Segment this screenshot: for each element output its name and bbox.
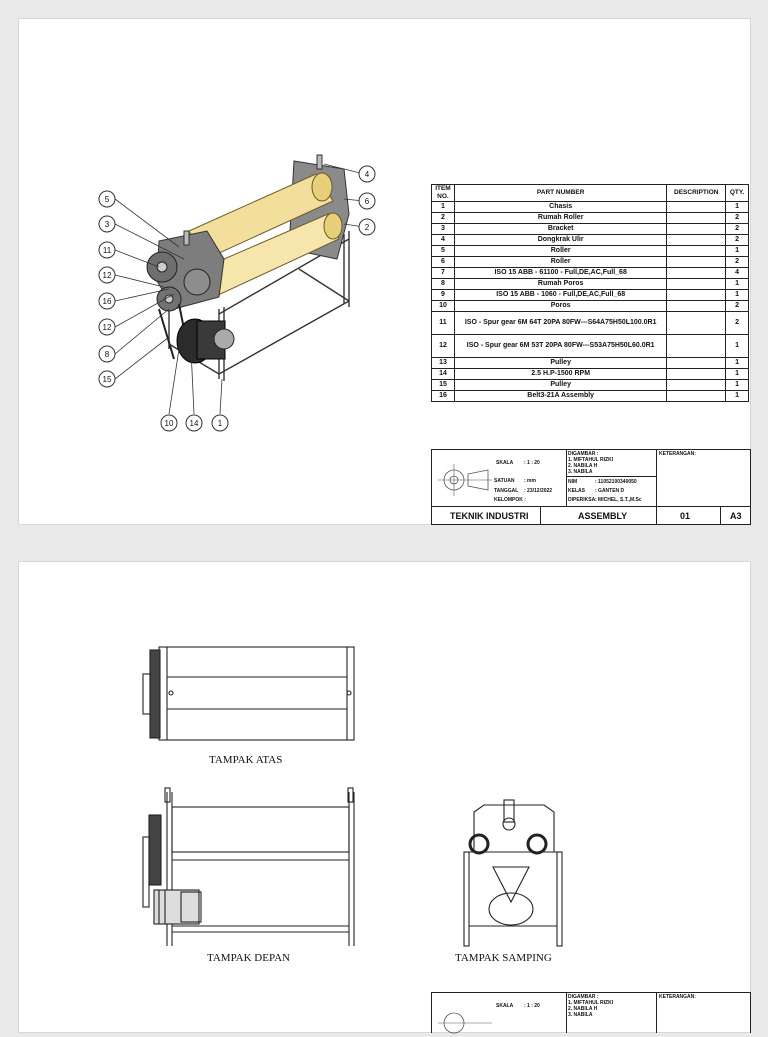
bom-item-no: 3 [432,224,455,235]
projection-symbol-icon [434,997,494,1037]
side-view-label: TAMPAK SAMPING [455,952,552,964]
bom-row [432,301,749,312]
bom-part-number: 2.5 H.P-1500 RPM [454,369,666,380]
drafter-name: 1. MIFTAHUL RIZKI [568,1000,614,1006]
drafter-name: 2. NABILA H [568,463,598,469]
drawing-title: ASSEMBLY [578,511,628,521]
title-block-partial [431,992,751,1033]
bom-item-no: 12 [432,335,455,358]
balloon-label: 12 [102,323,112,332]
balloon-label: 5 [104,195,110,204]
orthographic-views [19,562,750,1032]
balloon-label: 16 [102,297,112,306]
balloon-label: 14 [189,419,199,428]
bom-qty: 1 [726,335,749,358]
bom-qty: 1 [726,391,749,402]
bom-description [667,290,726,301]
bom-item-no: 6 [432,257,455,268]
bom-description [667,380,726,391]
balloon-label: 15 [102,375,112,384]
bom-row [432,369,749,380]
bom-header-desc: DESCRIPTION [667,185,726,202]
title-block [431,449,751,525]
bom-qty: 1 [726,290,749,301]
tanggal-value: : 23/12/2022 [524,488,553,494]
bom-row [432,335,749,358]
bom-row [432,268,749,279]
satuan-label: SATUAN [494,478,515,484]
bom-header-part: PART NUMBER [454,185,666,202]
balloon-label: 12 [102,271,112,280]
diperiksa-label: DIPERIKSA [568,497,596,503]
bom-item-no: 5 [432,246,455,257]
projection-symbol-icon [434,454,494,504]
skala-label: SKALA [496,1003,514,1009]
side-view-drawing [464,800,562,946]
drafter-name: 3. NABILA [568,1012,593,1018]
keterangan-label: KETERANGAN: [659,994,696,1000]
balloon-label: 6 [364,197,370,206]
drafter-name: 1. MIFTAHUL RIZKI [568,457,614,463]
bom-row [432,358,749,369]
bom-part-number: Chasis [454,202,666,213]
bom-qty: 1 [726,369,749,380]
bom-item-no: 15 [432,380,455,391]
bom-description [667,224,726,235]
bill-of-materials-table [431,184,749,402]
top-view-drawing [143,647,354,740]
bom-item-no: 16 [432,391,455,402]
bom-part-number: Belt3-21A Assembly [454,391,666,402]
department-name: TEKNIK INDUSTRI [450,511,529,521]
front-view-label: TAMPAK DEPAN [207,952,290,964]
bom-qty: 1 [726,246,749,257]
bom-part-number: ISO - Spur gear 6M 53T 20PA 80FW---S53A75H50L60.0R1 [454,335,666,358]
bom-qty: 2 [726,257,749,268]
bom-qty: 4 [726,268,749,279]
bom-part-number: ISO 15 ABB - 61100 - Full,DE,AC,Full_68 [454,268,666,279]
top-view-label: TAMPAK ATAS [209,754,283,766]
bom-row [432,213,749,224]
drafter-name: 2. NABILA H [568,1006,598,1012]
bom-row [432,257,749,268]
bom-row [432,224,749,235]
digambar-label: DIGAMBAR : [568,451,599,457]
bom-qty: 1 [726,202,749,213]
digambar-label: DIGAMBAR : [568,994,599,1000]
kelompok-label: KELOMPOK : [494,497,526,503]
bom-part-number: Roller [454,257,666,268]
bom-header-qty: QTY. [726,185,749,202]
bom-qty: 2 [726,235,749,246]
bom-header-row [432,185,749,202]
bom-part-number: Bracket [454,224,666,235]
bom-part-number: Roller [454,246,666,257]
bom-description [667,235,726,246]
bom-header-item: ITEM NO. [432,185,455,202]
sheet-number: 01 [680,511,691,521]
satuan-value: : mm [524,478,536,484]
bom-part-number: Poros [454,301,666,312]
bom-item-no: 4 [432,235,455,246]
nim-label: NIM [568,479,578,485]
bom-qty: 2 [726,213,749,224]
bom-part-number: Pulley [454,380,666,391]
bom-part-number: ISO 15 ABB - 1060 - Full,DE,AC,Full_68 [454,290,666,301]
balloon-label: 3 [104,220,110,229]
bom-row [432,380,749,391]
skala-label: SKALA [496,460,514,466]
bom-part-number: ISO - Spur gear 6M 64T 20PA 80FW---S64A75H50L100.0R1 [454,312,666,335]
bom-description [667,391,726,402]
bom-row [432,202,749,213]
bom-item-no: 2 [432,213,455,224]
nim-value: : 11052100340050 [595,479,637,485]
bom-row [432,312,749,335]
tanggal-label: TANGGAL [494,488,519,494]
bom-description [667,358,726,369]
kelas-value: : GANTEN D [595,488,625,494]
motor-and-belt [159,304,234,363]
bom-description [667,246,726,257]
balloon-label: 11 [102,246,112,255]
balloon-label: 1 [217,419,223,428]
bom-row [432,246,749,257]
bom-item-no: 11 [432,312,455,335]
bom-item-no: 7 [432,268,455,279]
bom-qty: 2 [726,312,749,335]
bom-item-no: 10 [432,301,455,312]
diperiksa-value: : MICHEL, S.T.,M.Sc [595,497,642,503]
bom-part-number: Pulley [454,358,666,369]
bom-item-no: 8 [432,279,455,290]
bom-row [432,235,749,246]
bom-qty: 1 [726,279,749,290]
bom-description [667,369,726,380]
bom-item-no: 1 [432,202,455,213]
keterangan-label: KETERANGAN: [659,451,696,457]
bom-qty: 2 [726,301,749,312]
bom-row [432,391,749,402]
kelas-label: KELAS [568,488,585,494]
balloon-label: 2 [364,223,370,232]
balloon-label: 8 [104,350,110,359]
bom-description [667,268,726,279]
bom-part-number: Dongkrak Ulir [454,235,666,246]
bom-part-number: Rumah Roller [454,213,666,224]
bom-description [667,335,726,358]
bom-qty: 1 [726,380,749,391]
bom-description [667,213,726,224]
bom-description [667,279,726,290]
bom-qty: 1 [726,358,749,369]
assembly-sheet [18,18,751,525]
bom-description [667,257,726,268]
bom-row [432,290,749,301]
bom-row [432,279,749,290]
orthographic-sheet [18,561,751,1033]
bom-description [667,301,726,312]
bom-item-no: 13 [432,358,455,369]
balloon-label: 10 [164,419,174,428]
bom-item-no: 9 [432,290,455,301]
skala-value: : 1 : 20 [524,1003,540,1009]
bom-description [667,312,726,335]
bom-qty: 2 [726,224,749,235]
bom-part-number: Rumah Poros [454,279,666,290]
skala-value: : 1 : 20 [524,460,540,466]
balloon-label: 4 [364,170,370,179]
drafter-name: 3. NABILA [568,469,593,475]
front-view-drawing [143,788,354,946]
bom-description [667,202,726,213]
bom-item-no: 14 [432,369,455,380]
paper-size: A3 [730,511,742,521]
